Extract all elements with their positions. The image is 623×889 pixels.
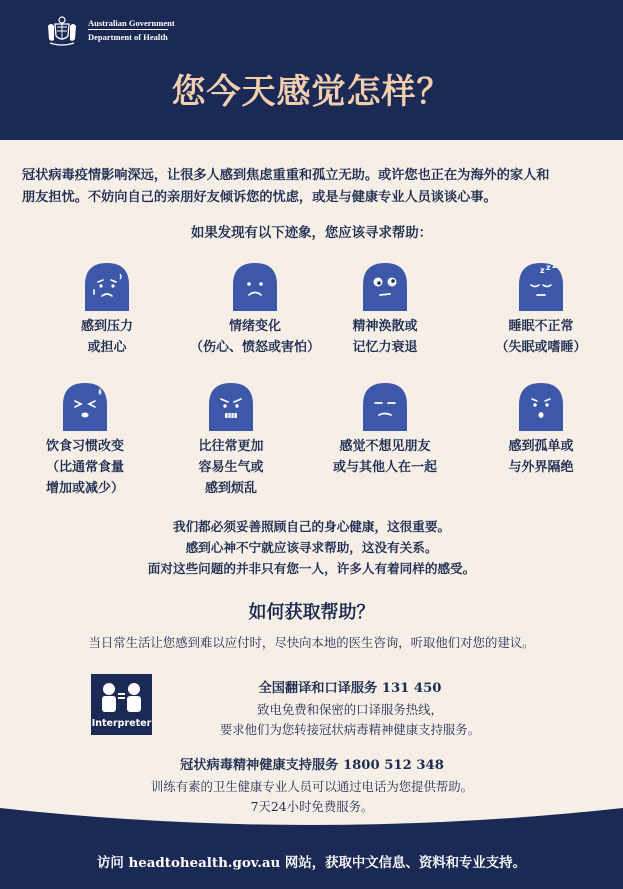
sign-label-line: 与外界隔绝	[508, 460, 574, 475]
worried-face-icon	[84, 262, 130, 312]
reassure-line-3: 面对这些问题的并非只有您一人，许多人有着同样的感受。	[147, 561, 476, 576]
sign-lonely	[466, 382, 616, 478]
footer-banner	[0, 790, 623, 889]
sign-label-line: 增加或减少）	[45, 481, 124, 496]
help-heading: 如何获取帮助？	[248, 602, 375, 623]
sign-stress	[32, 262, 182, 358]
reassurance-text	[0, 516, 623, 579]
signs-heading: 如果发现有以下迹象，您应该寻求帮助：	[190, 225, 433, 241]
angry-face-icon	[208, 382, 254, 432]
service-mh-desc-1: 训练有素的卫生健康专业人员可以通过电话为您提供帮助。	[150, 779, 474, 794]
sweating-face-icon	[62, 382, 108, 432]
sign-label-line: 感觉不想见朋友	[339, 439, 431, 454]
sign-label-line: 精神涣散或	[352, 319, 418, 334]
sign-sleep	[466, 262, 616, 358]
intro-line-2: 朋友担忧。不妨向自己的亲朋好友倾诉您的忧虑，或是与健康专业人员谈谈心事。	[22, 190, 497, 205]
sign-label-line: 感到烦乱	[204, 481, 257, 496]
sign-irritable	[156, 382, 306, 499]
coat-of-arms-icon	[44, 12, 80, 48]
service-tis-desc-2: 要求他们为您转接冠状病毒精神健康支持服务。	[219, 722, 481, 737]
sign-label-line: （比通常食量	[45, 460, 124, 475]
sign-label-line: （失眠或嗜睡）	[495, 340, 587, 355]
service-tis	[150, 677, 550, 740]
service-tis-desc-1: 致电免费和保密的口译服务热线，	[257, 702, 443, 717]
svg-text:z: z	[540, 266, 545, 275]
intro-paragraph	[22, 165, 602, 209]
sign-label-line: 睡眠不正常	[508, 319, 574, 334]
service-mh-name: 冠状病毒精神健康支持服务 1800 512 348	[180, 758, 444, 773]
sign-label-line: 或担心	[87, 340, 127, 355]
service-tis-name: 全国翻译和口译服务 131 450	[258, 681, 442, 696]
interpreter-icon	[91, 674, 152, 735]
sign-label-line: 饮食习惯改变	[45, 439, 124, 454]
sign-withdrawn	[310, 382, 460, 478]
footer-website-text: 访问 headtohealth.gov.au 网站，获取中文信息、资料和专业支持。	[97, 855, 526, 871]
sign-label-line: 或与其他人在一起	[332, 460, 437, 475]
page-title: 您今天感觉怎样？	[171, 72, 452, 112]
sleepy-face-icon	[518, 262, 564, 312]
sign-label-line: （伤心、愤怒或害怕）	[189, 340, 320, 355]
reassure-line-2: 感到心神不宁就应该寻求帮助，这没有关系。	[185, 540, 438, 555]
sign-distraction	[310, 262, 460, 358]
svg-text:z: z	[552, 262, 557, 270]
sign-label-line: 比往常更加	[198, 439, 264, 454]
org-name: Australian Government	[88, 18, 175, 28]
sign-label-line: 感到孤单或	[508, 439, 574, 454]
sign-eating	[10, 382, 160, 499]
intro-line-1: 冠状病毒疫情影响深远，让很多人感到焦虑重重和孤立无助。或许您也正在为海外的家人和	[22, 168, 550, 183]
sign-label-line: 情绪变化	[228, 319, 281, 334]
department-name: Department of Health	[88, 29, 168, 43]
reassure-line-1: 我们都必须妥善照顾自己的身心健康，这很重要。	[172, 519, 451, 534]
interpreter-label: Interpreter	[91, 718, 152, 729]
sign-label-line: 感到压力	[80, 319, 133, 334]
unamused-face-icon	[362, 382, 408, 432]
sign-label-line: 记忆力衰退	[352, 340, 418, 355]
sign-label-line: 容易生气或	[198, 460, 264, 475]
svg-text:z: z	[546, 263, 551, 272]
service-mh-desc-2: 7天24小时免费服务。	[250, 799, 374, 814]
dazed-face-icon	[362, 262, 408, 312]
help-subtitle: 当日常生活让您感到难以应付时，尽快向本地的医生咨询，听取他们对您的建议。	[88, 635, 535, 650]
lonely-face-icon	[518, 382, 564, 432]
sad-face-icon	[232, 262, 278, 312]
sign-mood-change	[180, 262, 330, 358]
government-logo	[44, 12, 175, 48]
